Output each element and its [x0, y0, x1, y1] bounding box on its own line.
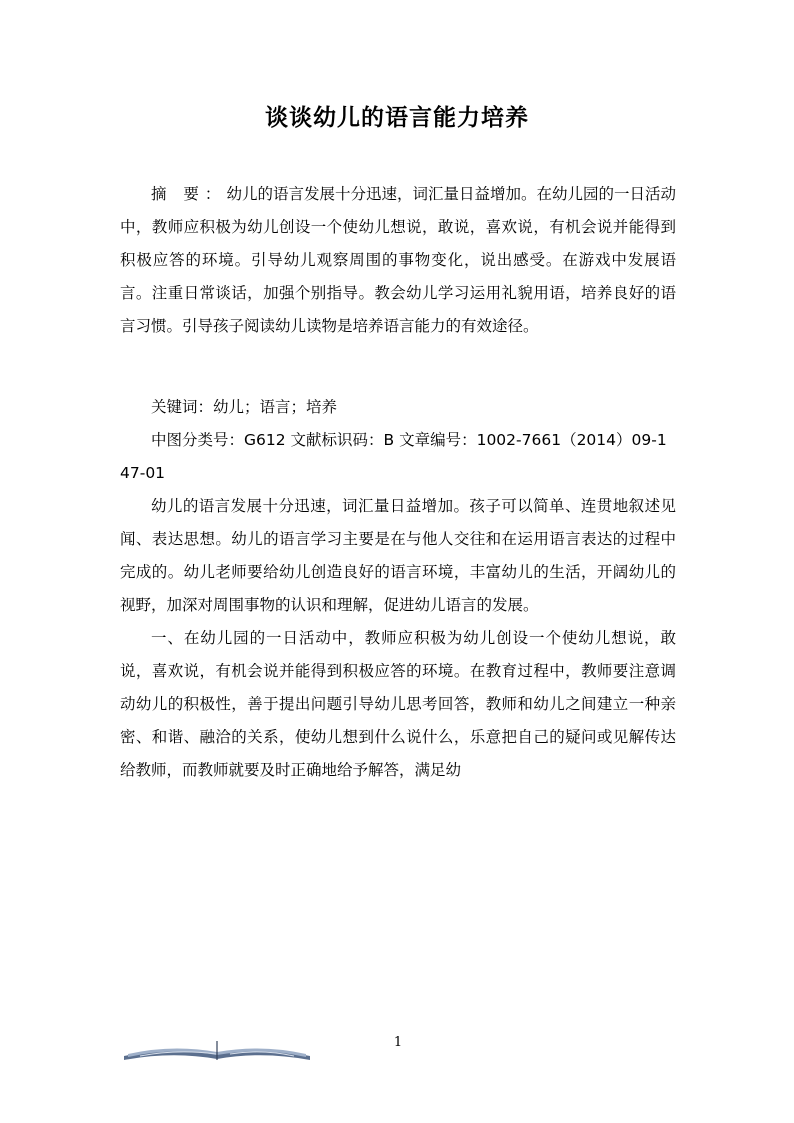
abstract-label: 摘 要： — [151, 185, 227, 203]
body-paragraph-1: 幼儿的语言发展十分迅速，词汇量日益增加。孩子可以简单、连贯地叙述见闻、表达思想。幼儿的语言学习主要是在与他人交往和在运用语言表达的过程中完成的。幼儿老师要给幼儿创造良好的语言环境，丰富幼儿的生活，开阔幼儿的视野，加深对周围事物的认识和理解，促进幼儿语言的发展。 — [120, 497, 676, 614]
page-number: 1 — [393, 1035, 403, 1050]
abstract-paragraph — [120, 178, 676, 343]
abstract-text: 幼儿的语言发展十分迅速，词汇量日益增加。在幼儿园的一日活动中，教师应积极为幼儿创设一个使幼儿想说，敢说，喜欢说，有机会说并能得到积极应答的环境。引导幼儿观察周围的事物变化，说出感受。在游戏中发展语言。注重日常谈话，加强个别指导。教会幼儿学习运用礼貌用语，培养良好的语言习惯。引导孩子阅读幼儿读物是培养语言能力的有效途径。 — [120, 185, 676, 335]
classification-line: 中图分类号：G612 文献标识码：B 文章编号：1002-7661（2014）09-147-01 — [120, 431, 667, 482]
keywords-line: 关键词：幼儿；语言；培养 — [151, 398, 338, 416]
section-spacer — [120, 343, 676, 391]
document-title: 谈谈幼儿的语言能力培养 — [265, 105, 529, 131]
open-book-icon — [122, 1036, 312, 1064]
body-paragraph-2: 一、在幼儿园的一日活动中，教师应积极为幼儿创设一个使幼儿想说，敢说，喜欢说，有机会说并能得到积极应答的环境。在教育过程中，教师要注意调动幼儿的积极性，善于提出问题引导幼儿思考回答，教师和幼儿之间建立一种亲密、和谐、融洽的关系，使幼儿想到什么说什么，乐意把自己的疑问或见解传达给教师，而教师就要及时正确地给予解答，满足幼 — [120, 629, 676, 779]
document-content — [120, 178, 676, 787]
